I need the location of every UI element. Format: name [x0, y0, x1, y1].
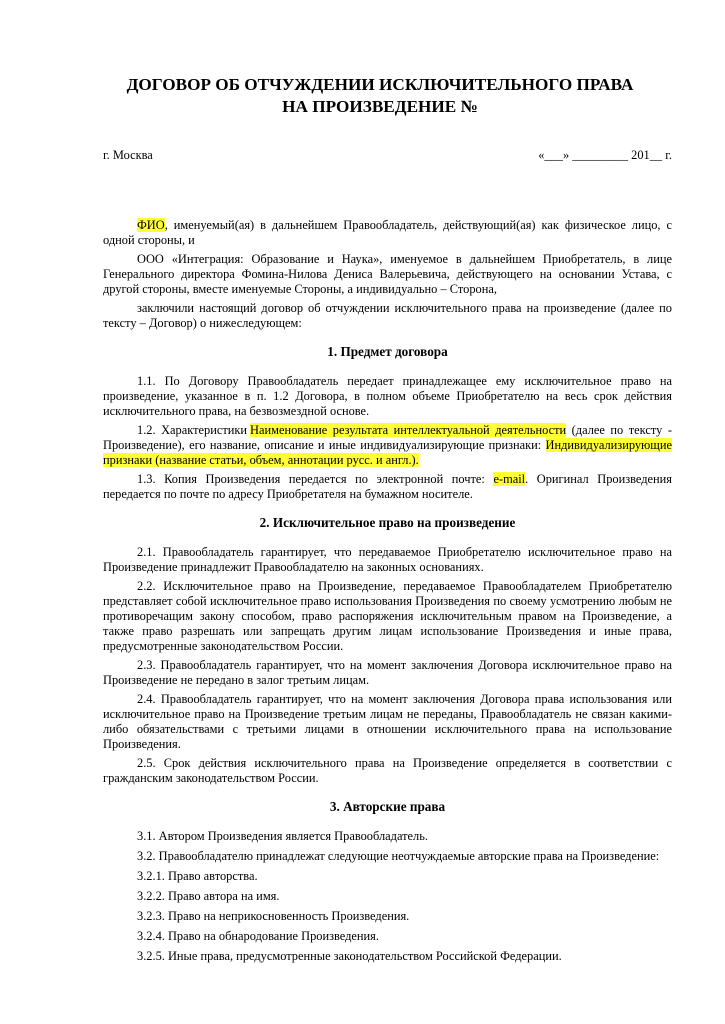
clause-1-2-lead: 1.2. Характеристики [137, 423, 248, 437]
clause-1-2-middle: (далее по тексту - Произведение), его название, описание и иные индивидуализирующие признаки: [103, 423, 672, 452]
document-body [103, 218, 672, 969]
document-title [60, 74, 700, 118]
work-title-placeholder: Наименование результата интеллектуальной деятельности [250, 423, 567, 437]
party-1-text: , именуемый(ая) в дальнейшем Правообладатель, действующий(ая) как физическое лицо, с одной стороны, и [103, 218, 672, 247]
clause-1-1: 1.1. По Договору Правообладатель передает принадлежащее ему исключительное право на произведение, указанное в п. 1.2 Договора, в полном объеме Приобретателю на весь срок действия исключительного права, на безвозмездной основе. [103, 374, 672, 418]
title-line-2: НА ПРОИЗВЕДЕНИЕ № [282, 97, 478, 116]
clause-3-2-2: 3.2.2. Право автора на имя. [137, 889, 280, 903]
contract-date: «___» _________ 201__ г. [538, 148, 672, 162]
clause-1-3 [103, 472, 672, 502]
party-1-paragraph [103, 218, 672, 248]
clause-1-3-tail: . Оригинал Произведения передается по почте по адресу Приобретателя на бумажном носителе. [103, 472, 672, 501]
title-line-1: ДОГОВОР ОБ ОТЧУЖДЕНИИ ИСКЛЮЧИТЕЛЬНОГО ПРАВА [126, 75, 634, 94]
contract-city: г. Москва [103, 148, 153, 162]
clause-3-2-3: 3.2.3. Право на неприкосновенность Произведения. [137, 909, 410, 923]
work-features-placeholder: Индивидуализирующие признаки (название статьи, объем, аннотации русс. и англ.). [103, 438, 672, 467]
email-placeholder: e-mail [493, 472, 526, 486]
clause-2-5: 2.5. Срок действия исключительного права на Произведение определяется в соответствии с гражданским законодательством России. [103, 756, 672, 785]
clause-1-3-lead: 1.3. Копия Произведения передается по электронной почте: [137, 472, 485, 486]
clause-2-4: 2.4. Правообладатель гарантирует, что на момент заключения Договора права использования или исключительное право на Произведение третьим лицам не переданы, Правообладатель не связан какими-либо обязательствами с третьими лицами в отношении исключительного права на использование Произведения. [103, 692, 672, 751]
clause-3-2-4: 3.2.4. Право на обнародование Произведения. [137, 929, 379, 943]
clause-3-2-5: 3.2.5. Иные права, предусмотренные законодательством Российской Федерации. [137, 949, 562, 963]
section-1-heading: 1. Предмет договора [327, 344, 448, 359]
party-2-paragraph: ООО «Интеграция: Образование и Наука», именуемое в дальнейшем Приобретатель, в лице Генерального директора Фомина-Нилова Дениса Валерьевича, действующего на основании Устава, с другой стороны, вместе именуемые Стороны, а индивидуально – Сторона, [103, 252, 672, 296]
clause-3-1: 3.1. Автором Произведения является Правообладатель. [137, 829, 428, 843]
clause-3-2: 3.2. Правообладателю принадлежат следующие неотчуждаемые авторские права на Произведение: [137, 849, 660, 863]
section-2-heading: 2. Исключительное право на произведение [259, 515, 516, 530]
section-3-heading: 3. Авторские права [329, 799, 446, 814]
clause-2-2: 2.2. Исключительное право на Произведение, передаваемое Правообладателем Приобретателю представляет собой исключительное право использования Произведения по своему усмотрению любым не противоречащим закону способом, право распоряжения исключительным правом на Произведение, а также право разрешать или запрещать другим лицам использование Произведения и иные права, предусмотренные законодательством России. [103, 579, 672, 653]
preamble-paragraph: заключили настоящий договор об отчуждении исключительного права на произведение (далее по тексту – Договор) о нижеследующем: [103, 301, 672, 330]
clause-3-2-1: 3.2.1. Право авторства. [137, 869, 258, 883]
clause-1-2 [103, 423, 672, 468]
clause-2-1: 2.1. Правообладатель гарантирует, что передаваемое Приобретателю исключительное право на Произведение принадлежит Правообладателю на законных основаниях. [103, 545, 672, 574]
clause-2-3: 2.3. Правообладатель гарантирует, что на момент заключения Договора исключительное право на Произведение не передано в залог третьим лицам. [103, 658, 672, 687]
fio-placeholder: ФИО [137, 218, 165, 232]
